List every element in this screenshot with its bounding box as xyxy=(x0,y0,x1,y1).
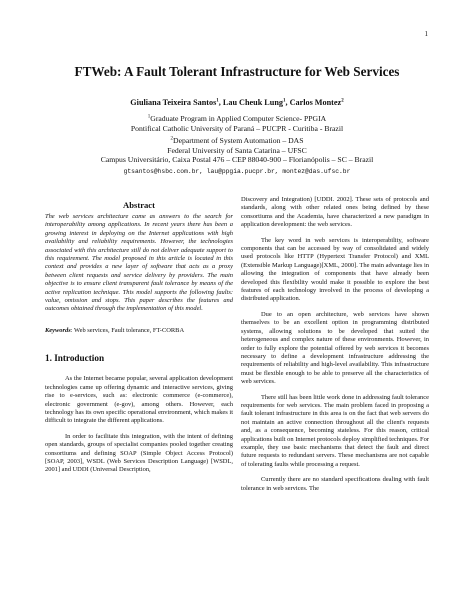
author-emails: gtsantos@hsbc.com.br, lau@ppgia.pucpr.br, montez@das.ufsc.br xyxy=(123,168,351,175)
affiliation-line xyxy=(0,136,474,145)
affiliation-line: Federal University of Santa Catarina – UFSC xyxy=(167,146,307,155)
author-sup: 1 xyxy=(216,98,219,104)
paragraph: Currently there are no standard specifications dealing with fault tolerance in web services. The xyxy=(241,476,429,492)
keywords xyxy=(45,327,233,335)
paragraph: In order to facilitate this integration, with the intent of defining open standards, groups of specialist companies pooled together creating consortiums and defining SOAP (Simple Object Access Protocol) [SOAP, 2003], WSDL (Web Services Description Language) [WSDL, 2001] and UDDI (Universal Description, xyxy=(45,432,233,474)
affiliation-sup: 1 xyxy=(147,114,151,120)
affiliation-sup: 2 xyxy=(170,136,174,142)
author-name: Lau Cheuk Lung xyxy=(222,98,283,107)
affiliation-line xyxy=(0,114,474,123)
abstract-body: The web services architecture came as answers to the search for interoperability among applications. In recent years there has been a growing interest in deploying on the Internet applications with high availability and reliability requirements. However, the technologies associated with this architecture still do not deliver adequate support to this requirement. The model proposed in this article is located in this context and provides a new layer of software that acts as a proxy between client requests and service delivery by providers. The main objective is to ensure client transparent fault tolerance by means of the active replication technique. This model supports the following faults: value, omission and stops. This paper describes the features and outcomes obtained through the implementation of this model. xyxy=(45,213,233,313)
paragraph: There still has been little work done in addressing fault tolerance requirements for web services. The main problem faced in proposing a fault tolerant infrastructure in this area is on the fact that web servers do not maintain an active connection throughout all the client's requests and, as a consequence, becoming stateless. For this reason, critical applications built on Internet protocols deploy simplified techniques. For example, they use basic mechanisms that detect the fault and direct future requests to redundant servers. These mechanisms are not capable of tolerating faults while processing a request. xyxy=(241,393,429,468)
paragraph: Due to an open architecture, web services have shown themselves to be an excellent option in programming distributed systems, allowing solutions to be developed that suited the heterogeneous and complex nature of these environments. However, in order to fully explore the potential offered by web services it becomes necessary to define a development infrastructure addressing the requirements of reliability and high-level availability. This infrastructure must be flexible enough to be able to preserve all the characteristics of web services. xyxy=(241,310,429,386)
affiliation-line: Campus Universitário, Caixa Postal 476 – CEP 88040-900 – Florianópolis – SC – Brazil xyxy=(100,155,374,164)
paragraph: The key word in web services is interoperability, software components that can be accessed by way of consolidated and widely used protocols like HTTP (Hypertext Transfer Protocol) and XML (Extensible Markup Language)[XML, 2000]. The main advantage lies in allowing the integration of components that have already been developed this flexibility would make it possible to explore the best features of each technology involved in the process of developing a distributed application. xyxy=(241,236,429,303)
page-number: 1 xyxy=(424,30,428,38)
keywords-label: Keywords xyxy=(45,326,71,334)
affiliation-line: Pontifical Catholic University of Paraná – PUCPR - Curitiba - Brazil xyxy=(130,124,344,133)
left-column xyxy=(45,200,233,482)
author-sup: 1 xyxy=(282,98,286,104)
affiliation-text: Department of System Automation – DAS xyxy=(173,136,304,145)
keywords-text: : Web services, Fault tolerance, FT-CORBA xyxy=(70,326,185,334)
affiliation-text: Graduate Program in Applied Computer Science- PPGIA xyxy=(150,114,327,123)
right-column xyxy=(241,196,429,500)
section-heading-introduction: 1. Introduction xyxy=(45,353,105,364)
paper-title: FTWeb: A Fault Tolerant Infrastructure for Web Services xyxy=(74,64,400,79)
paragraph: Discovery and Integration) [UDDI. 2002]. These sets of protocols and standards, along with other related ones being defined by these consortiums and the Academia, have characterized a new paradigm in application development: the web services. xyxy=(241,196,429,229)
author-list: Giuliana Teixeira Santos$^1$, Lau Cheuk Lung$^1$, Carlos Montez$^2$ xyxy=(130,98,344,107)
author-name: Giuliana Teixeira Santos xyxy=(130,98,217,107)
abstract-heading: Abstract xyxy=(123,200,155,210)
paragraph: As the Internet became popular, several application development technologies came up offering dynamic and interactive services, giving rise to e-services, such as: electronic commerce (e-commerce), electronic government (e-gov), among others. However, each technology has its own specific operational environment, which makes it difficult to integrate the different applications. xyxy=(45,375,233,425)
author-name: Carlos Montez xyxy=(289,98,342,107)
author-sup: 2 xyxy=(341,98,344,104)
